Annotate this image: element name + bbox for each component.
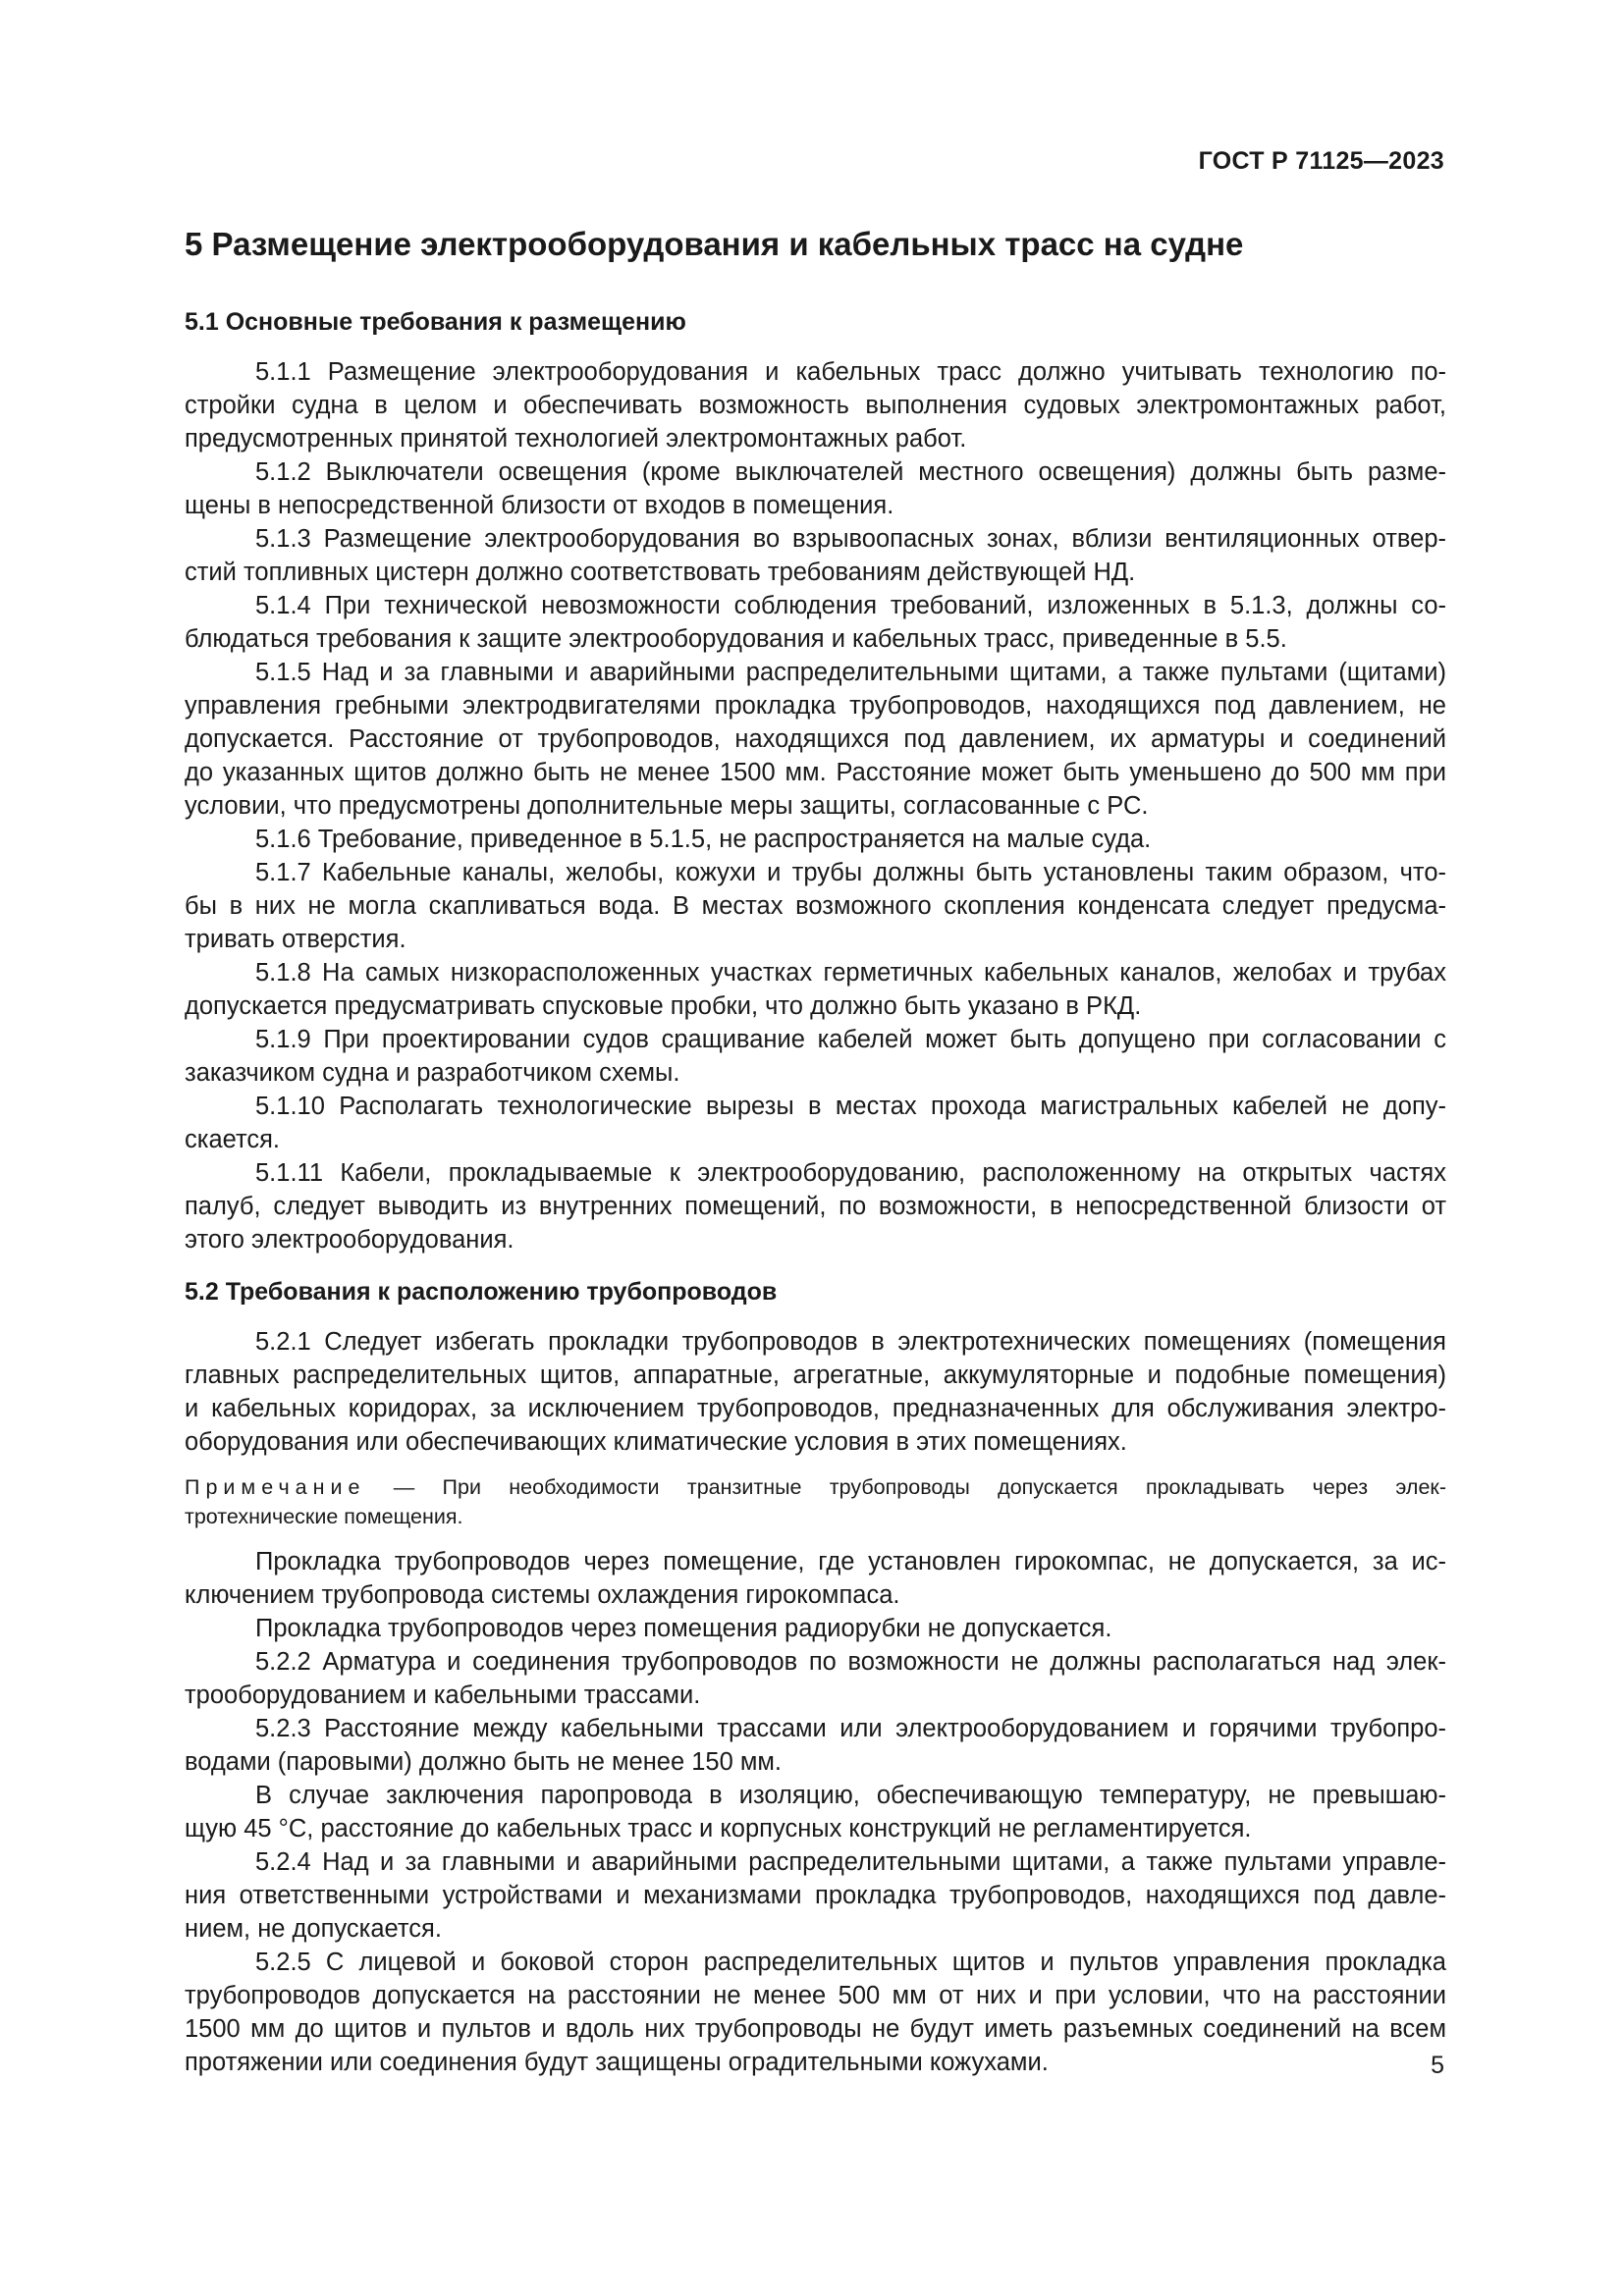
text-line: В случае заключения паропровода в изоляцию, обеспечивающую температуру, не превышаю- (255, 1782, 1446, 1809)
text-line: ния ответственными устройствами и механизмами прокладка трубопроводов, находящихся под давле- (185, 1882, 1446, 1909)
sub2-paragraph (185, 1645, 1446, 1712)
sub1-paragraph (185, 956, 1446, 1023)
sub1-paragraph (185, 522, 1446, 589)
text-line: тривать отверстия. (185, 926, 406, 953)
text-line: заказчиком судна и разработчиком схемы. (185, 1059, 680, 1087)
note-text: — При необходимости транзитные трубопроводы допускается прокладывать через элек- (365, 1475, 1446, 1499)
text-line: 5.1.11 Кабели, прокладываемые к электрооборудованию, расположенному на открытых частях (255, 1159, 1446, 1187)
text-line: стий топливных цистерн должно соответствовать требованиям действующей НД. (185, 559, 1136, 586)
text-line: и кабельных коридорах, за исключением трубопроводов, предназначенных для обслуживания электро- (185, 1395, 1446, 1422)
sub2-paragraph (185, 1779, 1446, 1845)
text-line: Прокладка трубопроводов через помещения радиорубки не допускается. (255, 1615, 1112, 1642)
text-line: трубопроводов допускается на расстоянии не менее 500 мм от них и при условии, что на расстоянии (185, 1982, 1446, 2009)
text-line: бы в них не могла скапливаться вода. В местах возможного скопления конденсата следует предусма- (185, 892, 1446, 920)
sub1-paragraph (185, 355, 1446, 455)
text-line: палуб, следует выводить из внутренних помещений, по возможности, в непосредственной близости от (185, 1193, 1446, 1220)
text-line: до указанных щитов должно быть не менее 1500 мм. Расстояние может быть уменьшено до 500 мм при (185, 759, 1446, 786)
text-line: водами (паровыми) должно быть не менее 150 мм. (185, 1748, 783, 1776)
text-line: главных распределительных щитов, аппаратные, агрегатные, аккумуляторные и подобные помещения) (185, 1362, 1446, 1389)
sub2-paragraph (185, 1545, 1446, 1612)
note-label: Примечание (185, 1475, 366, 1499)
text-line: 5.1.5 Над и за главными и аварийными распределительными щитами, а также пультами (щитами) (255, 659, 1446, 686)
sub1-paragraph (185, 856, 1446, 956)
text-line: 5.2.4 Над и за главными и аварийными распределительными щитами, а также пультами управле- (255, 1848, 1446, 1876)
text-line: блюдаться требования к защите электрооборудования и кабельных трасс, приведенные в 5.5. (185, 625, 1287, 653)
subsection-5-2-body (185, 1545, 1446, 2079)
text-line: 5.2.1 Следует избегать прокладки трубопроводов в электротехнических помещениях (помещения (255, 1328, 1446, 1356)
text-line: нием, не допускается. (185, 1915, 442, 1943)
subsection-title-5-1 (185, 306, 1446, 338)
sub2-paragraph (185, 1712, 1446, 1779)
sub2-paragraph (185, 1612, 1446, 1645)
section-title: 5 Размещение электрооборудования и кабельных трасс на судне (185, 226, 1244, 262)
text-line: 5.1.4 При технической невозможности соблюдения требований, изложенных в 5.1.3, должны со- (255, 592, 1446, 619)
sub1-paragraph (185, 656, 1446, 823)
text-line: 1500 мм до щитов и пультов и вдоль них трубопроводы не будут иметь разъемных соединений на всем (185, 2015, 1446, 2043)
text-line: щую 45 °С, расстояние до кабельных трасс и корпусных конструкций не регламентируется. (185, 1815, 1252, 1842)
text-line: стройки судна в целом и обеспечивать возможность выполнения судовых электромонтажных работ, (185, 392, 1446, 419)
note-first-line (185, 1472, 1446, 1502)
sub1-paragraph (185, 1090, 1446, 1156)
note-text: тротехнические помещения. (185, 1505, 463, 1528)
sub2-paragraph (185, 1946, 1446, 2079)
text-line: 5.1.10 Располагать технологические вырезы в местах прохода магистральных кабелей не допу- (255, 1093, 1446, 1120)
text-line: скается. (185, 1126, 281, 1153)
text-line: 5.1.7 Кабельные каналы, желобы, кожухи и трубы должны быть установлены таким образом, что- (255, 859, 1446, 886)
text-line: условии, что предусмотрены дополнительные меры защиты, согласованные с РС. (185, 792, 1149, 820)
sub1-paragraph (185, 1023, 1446, 1090)
sub2-p1-paragraph (185, 1325, 1446, 1459)
text-line: протяжении или соединения будут защищены оградительными кожухами. (185, 2049, 1049, 2076)
sub1-paragraph (185, 589, 1446, 656)
page-number: 5 (1431, 2052, 1444, 2079)
text-line: допускается предусматривать спусковые пробки, что должно быть указано в РКД. (185, 992, 1142, 1020)
text-line: 5.1.9 При проектировании судов сращивание кабелей может быть допущено при согласовании с (255, 1026, 1446, 1053)
text-line: 5.1.1 Размещение электрооборудования и кабельных трасс должно учитывать технологию по- (255, 358, 1446, 386)
text-line: 5.2.3 Расстояние между кабельными трассами или электрооборудованием и горячими трубопро- (255, 1715, 1446, 1742)
sub2-paragraph (185, 1845, 1446, 1946)
text-line: 5.2.2 Арматура и соединения трубопроводов по возможности не должны располагаться над элек- (255, 1648, 1446, 1676)
subsection-5-1-body (185, 355, 1446, 1256)
text-line: этого электрооборудования. (185, 1226, 514, 1254)
subsection-title-text: 5.1 Основные требования к размещению (185, 308, 686, 336)
sub1-paragraph (185, 823, 1446, 856)
document-body (185, 224, 1446, 2079)
paragraph-5-2-1 (185, 1325, 1446, 1459)
sub1-paragraph (185, 455, 1446, 522)
text-line: 5.1.6 Требование, приведенное в 5.1.5, не распространяется на малые суда. (255, 826, 1152, 853)
note-block (185, 1472, 1446, 1531)
text-line: оборудования или обеспечивающих климатические условия в этих помещениях. (185, 1428, 1127, 1456)
text-line: 5.2.5 С лицевой и боковой сторон распределительных щитов и пультов управления прокладка (255, 1949, 1446, 1976)
subsection-title-5-2: 5.2 Требования к расположению трубопроводов (185, 1278, 778, 1306)
sub1-paragraph (185, 1156, 1446, 1256)
text-line: предусмотренных принятой технологией электромонтажных работ. (185, 425, 967, 453)
text-line: 5.1.2 Выключатели освещения (кроме выключателей местного освещения) должны быть разме- (255, 458, 1446, 486)
text-line: 5.1.8 На самых низкорасположенных участках герметичных кабельных каналов, желобах и трубах (255, 959, 1446, 987)
text-line: Прокладка трубопроводов через помещение, где установлен гирокомпас, не допускается, за ис- (255, 1548, 1446, 1575)
text-line: управления гребными электродвигателями прокладка трубопроводов, находящихся под давлением, не (185, 692, 1446, 720)
text-line: 5.1.3 Размещение электрооборудования во взрывоопасных зонах, вблизи вентиляционных отвер- (255, 525, 1446, 553)
text-line: трооборудованием и кабельными трассами. (185, 1682, 701, 1709)
text-line: щены в непосредственной близости от входов в помещения. (185, 492, 894, 519)
text-line: ключением трубопровода системы охлаждения гирокомпаса. (185, 1581, 900, 1609)
text-line: допускается. Расстояние от трубопроводов, находящихся под давлением, их арматуры и соединений (185, 725, 1446, 753)
document-code: ГОСТ Р 71125—2023 (1198, 147, 1444, 175)
